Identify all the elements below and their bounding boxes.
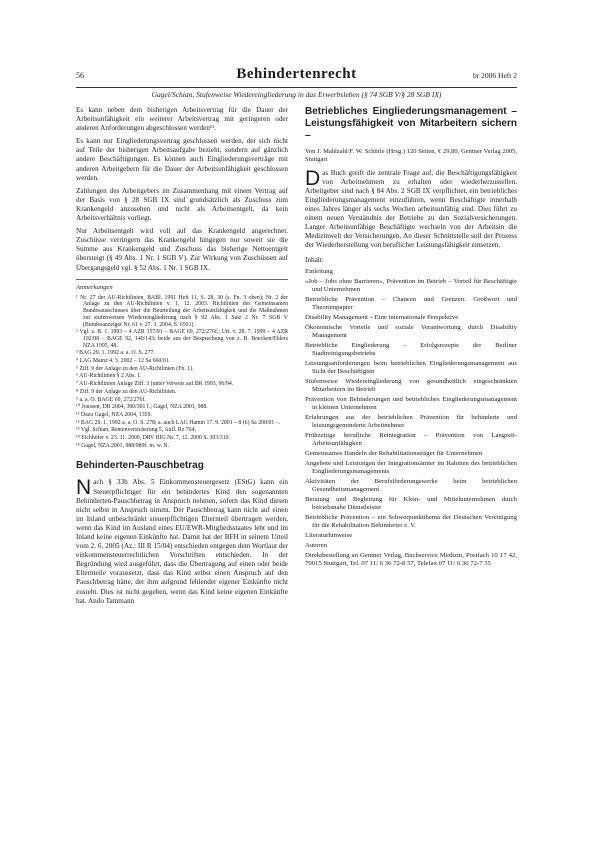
footnote: ¹¹ Dazu Gagel, NZA 2004, 1359. bbox=[76, 411, 152, 418]
book-review-paragraph bbox=[305, 166, 517, 251]
dropcap: D bbox=[305, 166, 321, 190]
contents-item: Ökonomische Vorteile und soziale Verantwortung durch Disability Management bbox=[305, 323, 517, 339]
contents-item: Disability Management – Eine internationale Perspektive bbox=[305, 313, 459, 321]
running-subtitle: Gagel/Schian, Stufenweise Wiedereingliederung in das Erwerbsleben (§ 74 SGB V/§ 28 SGB IX) bbox=[151, 90, 442, 99]
contents-item: Beratung und Begleitung für Klein- und Mittelunternehmen durch betriebsnahe Dienstleister bbox=[305, 495, 517, 511]
issue-label: br 2006 Heft 2 bbox=[473, 71, 517, 80]
footnote: ⁹ a. a. O. BAGE 69, 272/276f. bbox=[76, 396, 146, 403]
body-paragraph: Nur Arbeitsentgelt wird voll auf das Krankengeld angerechnet. Zuschüsse verringern das Krankengeld hingegen nur soweit sie die Summe aus Krankengeld und Zuschuss das bisherige Nettoentgelt übersteigt (§ 49 Abs. 1 Nr. 1 SGB V). Zur Wirkung von Zuschüssen auf Übergangsgeld vgl. § 52 Abs. 1 Nr. 1 SGB IX. bbox=[76, 227, 288, 272]
contents-item: Angebote und Leistungen der Integrationsämter im Rahmen des betrieblichen Eingliederungsmanagements bbox=[305, 459, 517, 475]
body-paragraph: Zahlungen des Arbeitgebers im Zusammenhang mit einem Vertrag auf der Basis von § 28 SGB IX sind grundsätzlich als Zuschuss zum Krankengeld anzusehen und nicht als Arbeitsentgelt, da kein Arbeitsverhältnis vorliegt. bbox=[76, 186, 288, 223]
footnote: ⁴ LAG Mainz 4. 3. 2002 – 12 Sa 660/01. bbox=[76, 358, 171, 365]
footnote: ⁶ AU-Richtlinien § 2 Abs. 1. bbox=[76, 373, 142, 380]
footnote: ¹ Nr. 27 der AU-Richtlinien, BABl. 1991 Heft 11, S. 28, 30 (s. Fn. 3 oben); Nr. 2 der Anlage zu den AU-Richtlinien v. 1. 12. 2003. Richtlinien des Gemeinsamen Bundesausschusses über die Beurteilung der Arbeitsunfähigkeit und die Maßnahmen zur stufenweisen Wiedereingliederung nach § 92 Abs. 1 Satz 2 Nr. 7 SGB V (Bundesanzeiger Nr. 61 v. 27. 3. 2004, S. 6501). bbox=[76, 294, 288, 328]
contents-item: Betriebliche Prävention – Chancen und Grenzen. Großwort und Theorienpapier bbox=[305, 295, 517, 311]
footnote: ¹³ Vgl. Schian, Rentenversicherung 5, Aufl. Rz 764. bbox=[76, 427, 196, 434]
contents-item: Prävention von Behinderungen und betriebliches Eingliederungsmanagement in kleinen Unternehmen bbox=[305, 395, 517, 411]
body-paragraph: Es kann neben dem bisherigen Arbeitsvertrag für die Dauer der Arbeitsunfähigkeit ein weiterer Arbeitsvertrag mit geringeren oder anderen Anforderungen abgeschlossen werden¹¹. bbox=[76, 106, 288, 133]
dropcap: N bbox=[76, 476, 92, 500]
contents-item: Einleitung bbox=[305, 267, 333, 275]
footnote: ¹⁴ Eichhöfer v. 23. 11. 2000, DRV BIG Nr. 7, 12. 2000 S. 303/310. bbox=[76, 435, 230, 442]
contents-item: Betriebliche Eingliederung – Erfolgsrezepte der Berliner Stadtreinigungsbetriebe bbox=[305, 341, 517, 357]
contents-list bbox=[305, 268, 517, 550]
footnote: ⁸ Ziff. 9 der Anlage zu den AU-Richtlinien. bbox=[76, 388, 177, 395]
contents-item: Literaturhinweise bbox=[305, 531, 353, 539]
right-column bbox=[305, 106, 517, 568]
contents-item: Leistungsanforderungen beim betrieblichen Eingliederungsmanagement aus Sicht der Beschäftigten bbox=[305, 359, 517, 375]
contents-item: Erfahrungen aus der betrieblichen Prävention für behinderte und leistungsgeminderte Arbeitnehmer bbox=[305, 413, 517, 429]
page-number: 56 bbox=[76, 71, 84, 80]
contents-item: Aktivitäten der Berufsförderungswerke beim betrieblichen Gesundheitsmanagement bbox=[305, 477, 517, 493]
footnote: ¹⁰ Joussen, DB 2004, 300/301 f.; Gagel, NZA 2001, 988. bbox=[76, 404, 208, 411]
section-title: Behinderten-Pauschbetrag bbox=[76, 460, 204, 472]
book-text: as Buch greift die zentrale Frage auf, die Beschäftigungsfähigkeit von Arbeitnehmern zu erhalten oder wiederherzustellen. Arbeitgeber sind nach § 84 Abs. 2 SGB IX verpflichtet, ein betriebliches Eingliederungsmanagement einzuführen, wenn Beschäftigte innerhalb eines Jahres länger als sechs Wochen arbeitsunfähig sind. Dies führt zu einem neuen Verständnis der Betriebe zu den Sozialversicherungen. Langer Arbeitsunfähige Beschäftigte wechseln von der Arbeitsin die Medizinwelt der Versicherungen. An dieser Schnittstelle soll der Prozess der Wiederherstellung von beruflicher Leistungsfähigkeit einsetzen. bbox=[305, 168, 517, 250]
journal-title: Behindertenrecht bbox=[236, 66, 357, 82]
body-paragraph: Es kann nur Eingliederungsvertrag geschlossen werden, der sich nicht auf Teile der bisherigen Arbeitsaufgabe bezieht, sondern auf gänzlich andere Beschäftigungen. Es können auch Eingliederungsverträge mit anderen Arbeitgebern für die Dauer der Arbeitsunfähigkeit geschlossen werden. bbox=[76, 137, 288, 182]
footnote-list bbox=[76, 295, 288, 450]
book-reference: Von J. Mahlzahl/F. W. Schürle (Hrsg.) 120 Seiten, € 29,80, Gentner Verlag 2005, Stuttgart bbox=[305, 148, 517, 164]
contents-item: Autoren bbox=[305, 541, 327, 549]
footnote: ⁷ AU-Richtlinien Anlage Ziff. 3 (unter Verweis auf BR 1993, 96/94. bbox=[76, 381, 234, 388]
contents-item: Stufenweise Wiedereingliederung von gesundheitlich eingeschränkten Mitarbeitern im Betrieb bbox=[305, 377, 517, 393]
contents-item: Frühzeitige berufliche Reintegration – Prävention von Langzeit-Arbeitsunfähigkeit bbox=[305, 431, 517, 447]
section-text: ach § 33b Abs. 5 Einkommensteuergesetz (EStG) kann ein Steuerpflichtiger für ein behindertes Kind den sogenannten Behinderten-Pauschbetrag in Anspruch nehmen, sofern das Kind diesen nicht selbst in Anspruch nimmt. Der Pauschbetrag kann nicht auf einen im Inland unbeschränkt steuerpflichtigen Elternteil übertragen werden, wenn das Kind im Ausland eines EU/EWR-Mitgliedsstaates lebt und im Inland keine eigenen Einkünfte hat. Damit hat der BFH in seinem Urteil vom 2. 6. 2005 (Az.: III R 15/04) entschieden entgegen dem Wortlaut der einkommensteuerrechtlichen Vorschriften entschieden. In der Begründung wird ausgeführt, dass die Übertragung auf einen oder beide Elternteile voraussetzt, dass das Kind selbst einen Anspruch auf den Pauschbetrag hätte, der ihm aufgrund fehlender eigener Einkünfte nicht zusteht. Dies ist nicht gegeben, wenn das Kind keine eigenen Einkünfte hat. Ando Tammann bbox=[76, 478, 288, 605]
footnote: ¹² BAG 29. 1. 1992 a. a. O. S. 278; a. auch LAG Hamm 17. 9. 2001 – 8 (6) Sa 200/01 –. bbox=[76, 419, 281, 426]
contents-item: Gemeinsames Handeln der Rehabilitationsträger für Unternehmen bbox=[305, 449, 483, 457]
footnotes-heading: Anmerkungen bbox=[76, 279, 288, 292]
footnote: ² Vgl. z. B. 1. 1993 – 4 AZR 157/91 – BAGE 69, 272/276f.; Urt. v. 28. 7. 1999 – 4 AZR 192/98 – BAGE 92, 140/143; beide aus der Besprechung von z. B. Boecken/Ehlers NZA 1995, 48. bbox=[76, 329, 288, 349]
left-column bbox=[76, 106, 288, 610]
contents-item: »Job – Jobs ohne Barrieren«, Prävention im Betrieb – Vorteil für Beschäftigte und Unternehmen bbox=[305, 277, 517, 293]
footnote: ³ BAG 29. 1. 1992 a. a. O. S. 277. bbox=[76, 350, 155, 357]
section-paragraph bbox=[76, 478, 288, 605]
footnote: ⁵ Ziff. 9 der Anlage zu den AU-Richtlinien (Fn. 1). bbox=[76, 365, 194, 372]
contents-item: Betriebliche Prävention – ein Schwerpunktthema der Deutschen Vereinigung für die Rehabilitation Behinderter e. V. bbox=[305, 513, 517, 529]
page-header bbox=[76, 68, 517, 86]
book-title: Betriebliches Eingliederungsmanagement – Leistungsfähigkeit von Mitarbeitern sichern – bbox=[305, 106, 517, 141]
publisher-note: Direktbestellung an Gentner Verlag, Buchservice Medizin, Postfach 10 17 42, 70015 Stuttgart, Tel. 07 11/ 6 36 72-8 57, Telefax 07 11/ 6 36 72-7 35 bbox=[305, 552, 517, 567]
header-rule bbox=[76, 87, 517, 88]
footnote: ¹⁵ Gagel, NZA 2001, 988/989f. m. w. N. bbox=[76, 442, 170, 449]
contents-heading: Inhalt: bbox=[305, 256, 324, 265]
